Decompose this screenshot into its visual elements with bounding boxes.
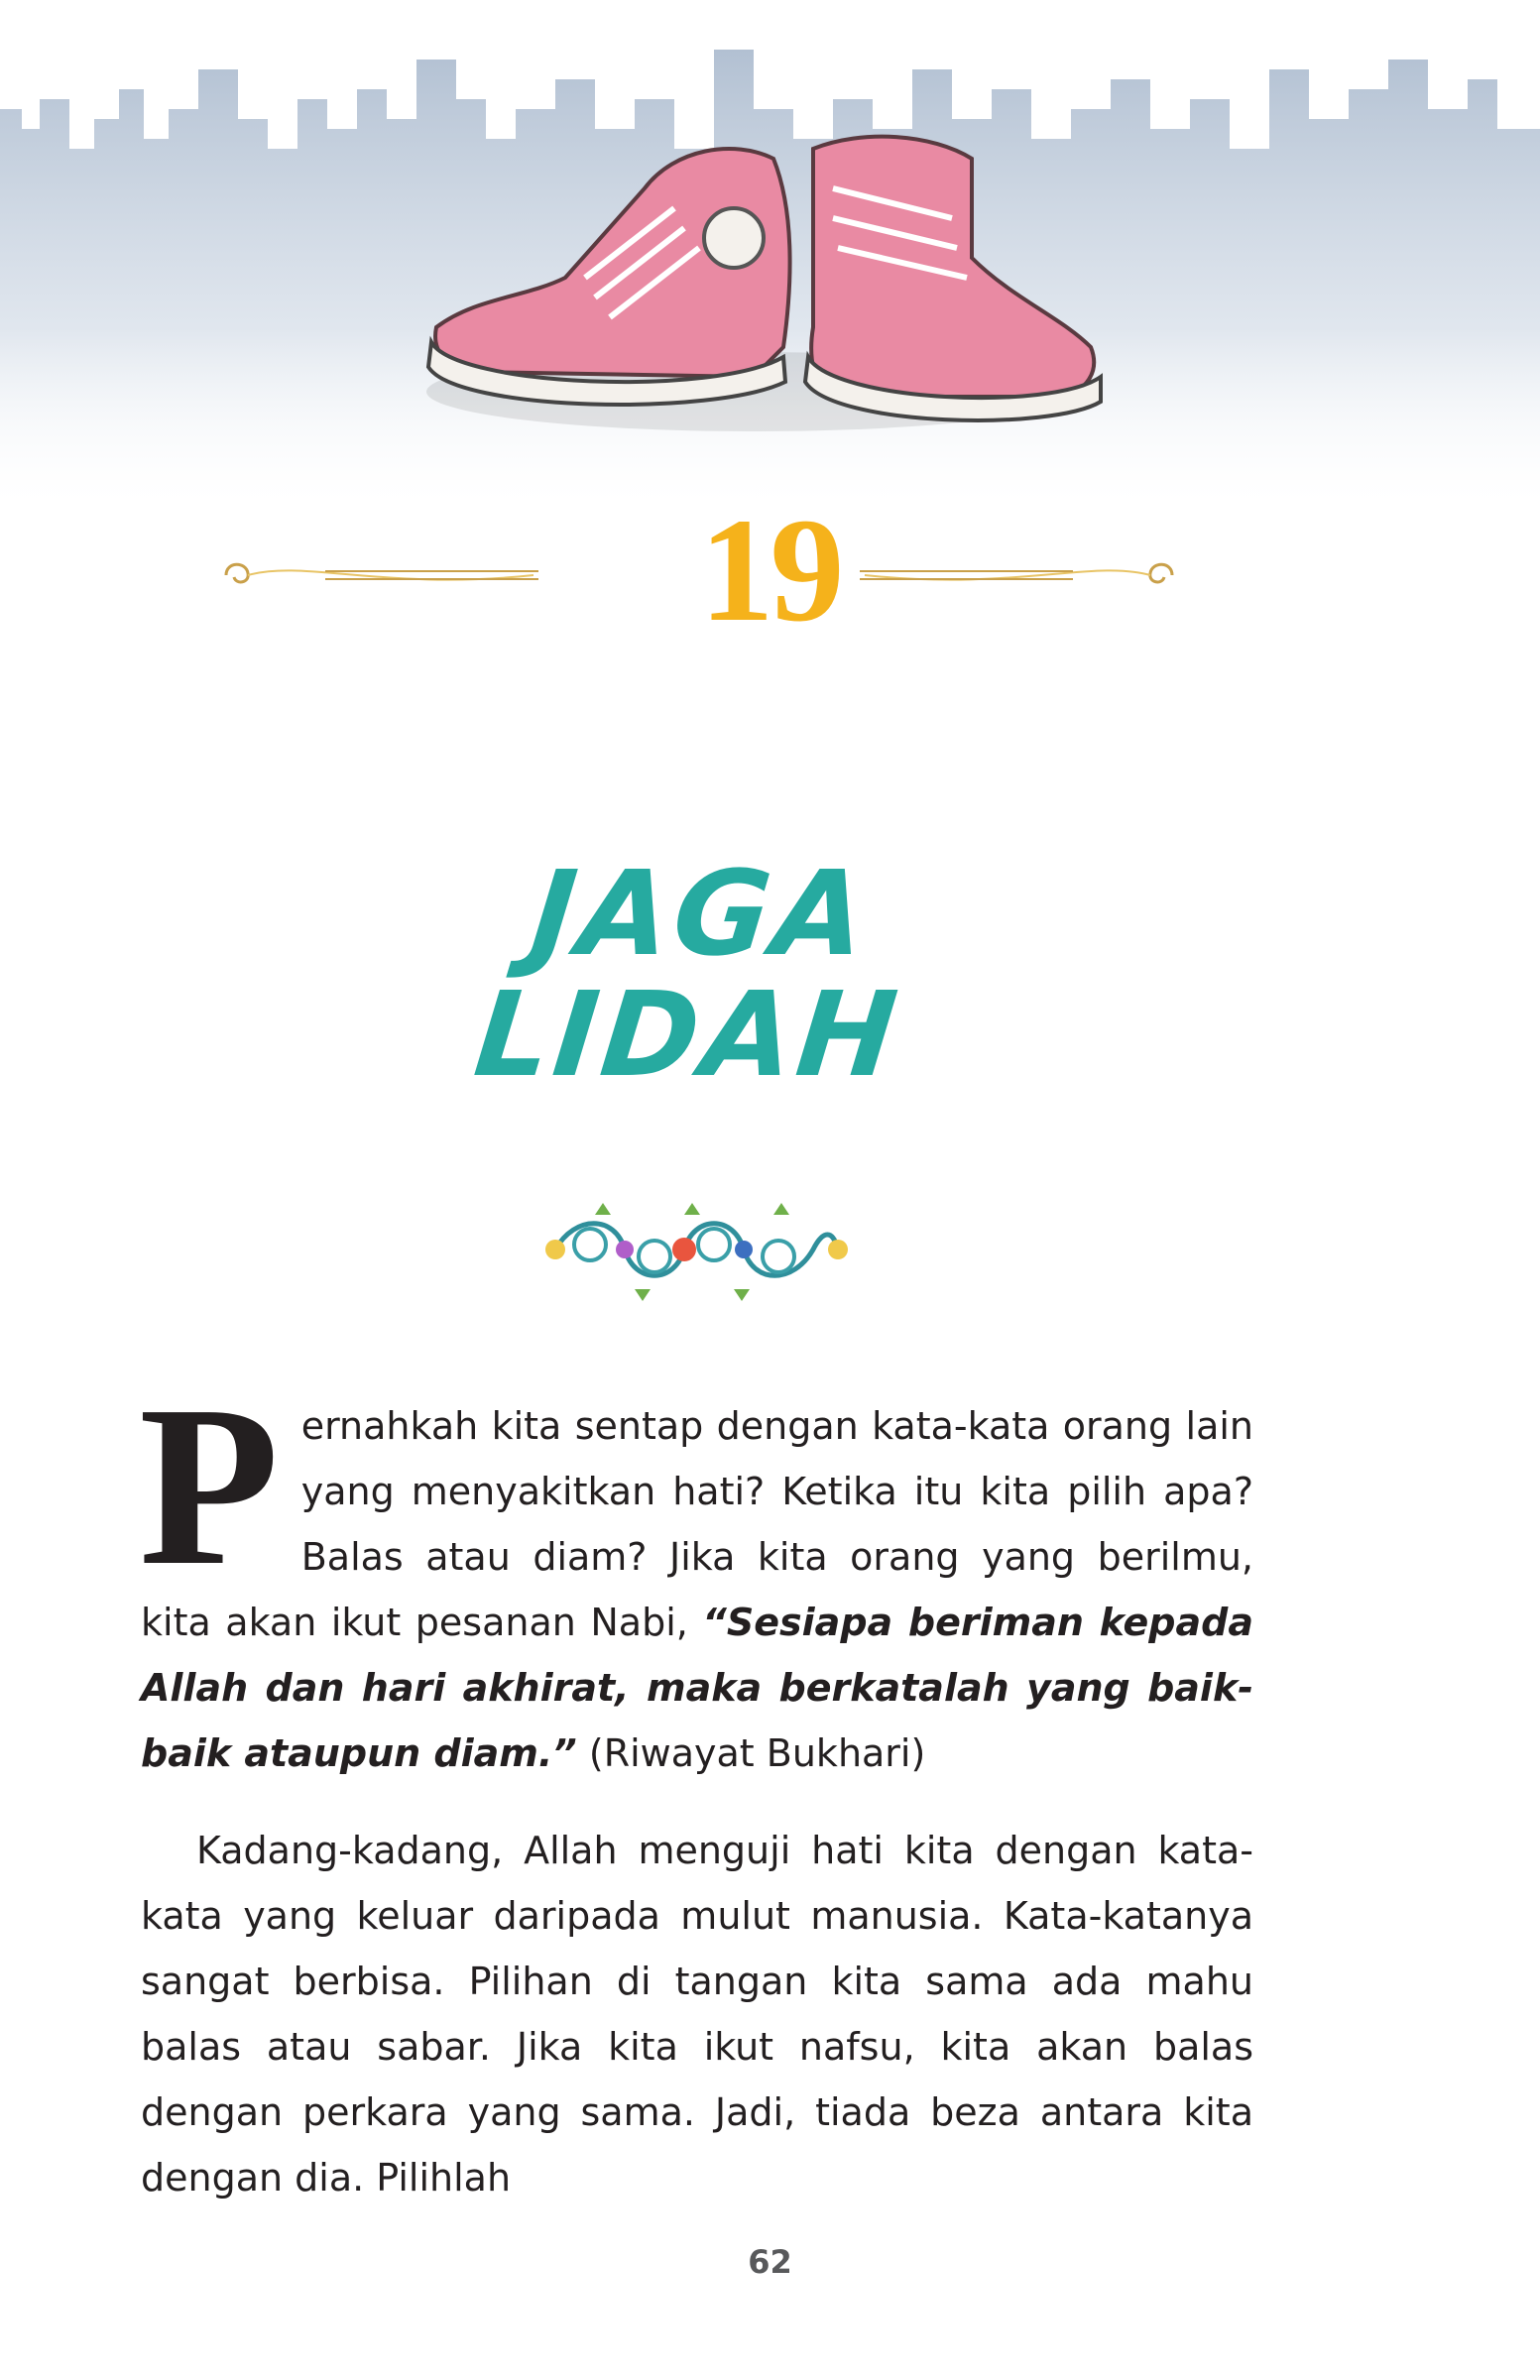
paragraph-1 [139, 1359, 1253, 1786]
body-text [139, 1359, 1253, 2210]
chapter-title [0, 845, 1401, 1103]
header-illustration [0, 0, 1540, 516]
paragraph-2: Kadang-kadang, Allah menguji hati kita dengan kata-kata yang keluar daripada mulut manusia. Kata-katanya sangat berbisa. Pilihan di tangan kita sama ada mahu balas atau sabar. Jika kita ikut nafsu, kita akan balas dengan perkara yang sama. Jadi, tiada beza antara kita dengan dia. Pilihlah [141, 1829, 1253, 2200]
paragraph-1-text: ernahkah kita sentap dengan kata-kata orang lain yang menyakitkan hati? Ketika itu kita pilih apa? Balas atau diam? Jika kita orang yang berilmu, kita akan ikut pesanan Nabi, [141, 1404, 1253, 1644]
page-number: 62 [748, 2243, 792, 2281]
hadith-source: (Riwayat Bukhari) [576, 1731, 926, 1775]
right-flourish-icon [855, 555, 1182, 595]
floral-ornament-icon [535, 1195, 853, 1304]
chapter-title-line1: JAGA [525, 845, 877, 982]
hadith-quote: “Sesiapa beriman kepada Allah dan hari akhirat, maka berkatalah yang baik-baik ataupun diam.” [141, 1601, 1253, 1775]
drop-cap: P [139, 1359, 280, 1613]
chapter-number: 19 [699, 488, 841, 653]
chapter-title-line2: LIDAH [468, 966, 907, 1103]
